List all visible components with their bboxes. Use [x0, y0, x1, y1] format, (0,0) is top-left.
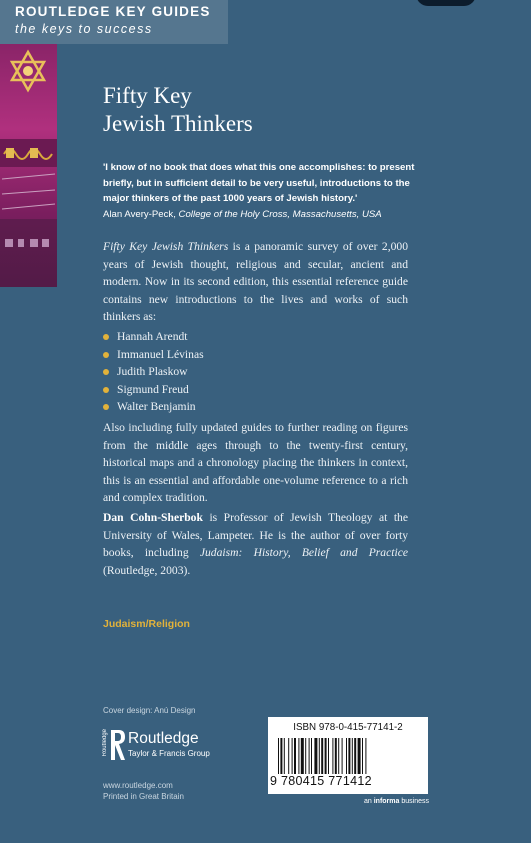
- barcode-bar: [325, 738, 327, 774]
- author-bio-text-b: (Routledge, 2003).: [103, 563, 191, 577]
- thinkers-list: [103, 328, 204, 416]
- barcode-bar: [288, 738, 289, 774]
- barcode-bar: [314, 738, 317, 774]
- star-of-david-icon: [0, 44, 57, 287]
- barcode-bar: [321, 738, 323, 774]
- quote-text: 'I know of no book that does what this one accomplishes: to present briefly, but in sufficient detail to be very useful, introductions to the major thinkers of the past 1000 years of Jewish history.': [103, 162, 415, 205]
- book-title-line2: Jewish Thinkers: [103, 111, 253, 136]
- list-item: [103, 328, 204, 346]
- corner-shadow: [416, 0, 476, 6]
- barcode-bar: [346, 738, 347, 774]
- list-item: [103, 398, 204, 416]
- barcode-bar: [305, 738, 306, 774]
- subject-category: Judaism/Religion: [103, 618, 190, 630]
- publisher-group: Taylor & Francis Group: [128, 749, 210, 758]
- bullet-icon: [103, 404, 109, 410]
- bullet-icon: [103, 387, 109, 393]
- thinker-name: Immanuel Lévinas: [117, 347, 204, 361]
- quote-author: Alan Avery-Peck,: [103, 208, 179, 220]
- thinker-name: Hannah Arendt: [117, 330, 188, 343]
- book-title-line1: Fifty Key: [103, 83, 192, 108]
- thinker-name: Sigmund Freud: [117, 382, 189, 396]
- website: www.routledge.com: [103, 781, 173, 790]
- routledge-r-icon: [110, 729, 126, 761]
- barcode-bar: [278, 738, 279, 774]
- barcode-bar: [280, 738, 282, 774]
- logo-sideword: Routledge: [102, 729, 108, 757]
- author-name: Dan Cohn-Sherbok: [103, 511, 203, 524]
- book-title: [103, 82, 253, 138]
- description-text: is a panoramic survey of over 2,000 years of Jewish thought, religious and secular, ancient and modern. Now in its second edition, this essential reference guide contains new introductions to the lives and works of such thinkers as:: [103, 240, 408, 324]
- barcode-bar: [362, 738, 363, 774]
- isbn: ISBN 978-0-415-77141-2: [293, 722, 403, 733]
- barcode-bar: [294, 738, 296, 774]
- quote-affiliation: College of the Holy Cross, Massachusetts, USA: [178, 208, 382, 220]
- barcode-bar: [358, 738, 361, 774]
- barcode-bar: [328, 738, 329, 774]
- barcode-bar: [311, 738, 312, 774]
- list-item: [103, 381, 204, 399]
- barcode-bar: [301, 738, 304, 774]
- barcode-bar: [365, 738, 366, 774]
- description-title-ref: Fifty Key Jewish Thinkers: [103, 240, 229, 253]
- informa-suffix: business: [399, 798, 429, 805]
- barcode-bar: [342, 738, 343, 774]
- thinker-name: Judith Plaskow: [117, 365, 188, 379]
- informa-business: [364, 798, 429, 805]
- description: [103, 238, 408, 326]
- barcode-bar: [354, 738, 356, 774]
- endorsement-quote: [103, 160, 433, 222]
- barcode-bar: [319, 738, 320, 774]
- publisher-name: Routledge: [128, 730, 199, 747]
- informa-prefix: an: [364, 798, 374, 805]
- series-title: ROUTLEDGE KEY GUIDES: [15, 4, 211, 19]
- thinker-name: Walter Benjamin: [117, 400, 196, 414]
- barcode-bar: [332, 738, 333, 774]
- bullet-icon: [103, 369, 109, 375]
- printed-in: Printed in Great Britain: [103, 792, 184, 801]
- cover-image: [0, 44, 57, 287]
- barcode: [268, 717, 428, 794]
- list-item: [103, 363, 204, 381]
- barcode-bar: [292, 738, 293, 774]
- barcode-bar: [352, 738, 353, 774]
- bullet-icon: [103, 334, 109, 340]
- informa-name: informa: [373, 798, 400, 805]
- barcode-bar: [298, 738, 299, 774]
- barcode-bar: [338, 738, 339, 774]
- barcode-bar: [335, 738, 337, 774]
- quote-attribution: [103, 207, 433, 222]
- publisher-logo: [102, 727, 232, 765]
- barcode-bar: [309, 738, 310, 774]
- description-paragraph: [103, 238, 408, 326]
- author-bio: [103, 509, 408, 579]
- bullet-icon: [103, 352, 109, 358]
- series-tagline: the keys to success: [15, 22, 153, 36]
- cover-design-credit: Cover design: Anú Design: [103, 706, 196, 715]
- author-book-title: Judaism: History, Belief and Practice: [199, 546, 408, 560]
- barcode-digits: 9 780415 771412: [270, 774, 372, 788]
- barcode-bar: [284, 738, 285, 774]
- barcode-bars: [278, 738, 418, 774]
- series-banner: [0, 0, 228, 44]
- description-continued: Also including fully updated guides to further reading on figures from the middle ages through to the twenty-first century, historical maps and a chronology placing the thinkers in context, this is an essential and affordable one-volume reference to a rich and complex tradition.: [103, 421, 408, 505]
- author-bio-text-a: is Professor of Jewish Theology at the University of Wales, Lampeter. He is the author of over forty books, including: [103, 511, 408, 560]
- barcode-bar: [348, 738, 350, 774]
- list-item: [103, 346, 204, 364]
